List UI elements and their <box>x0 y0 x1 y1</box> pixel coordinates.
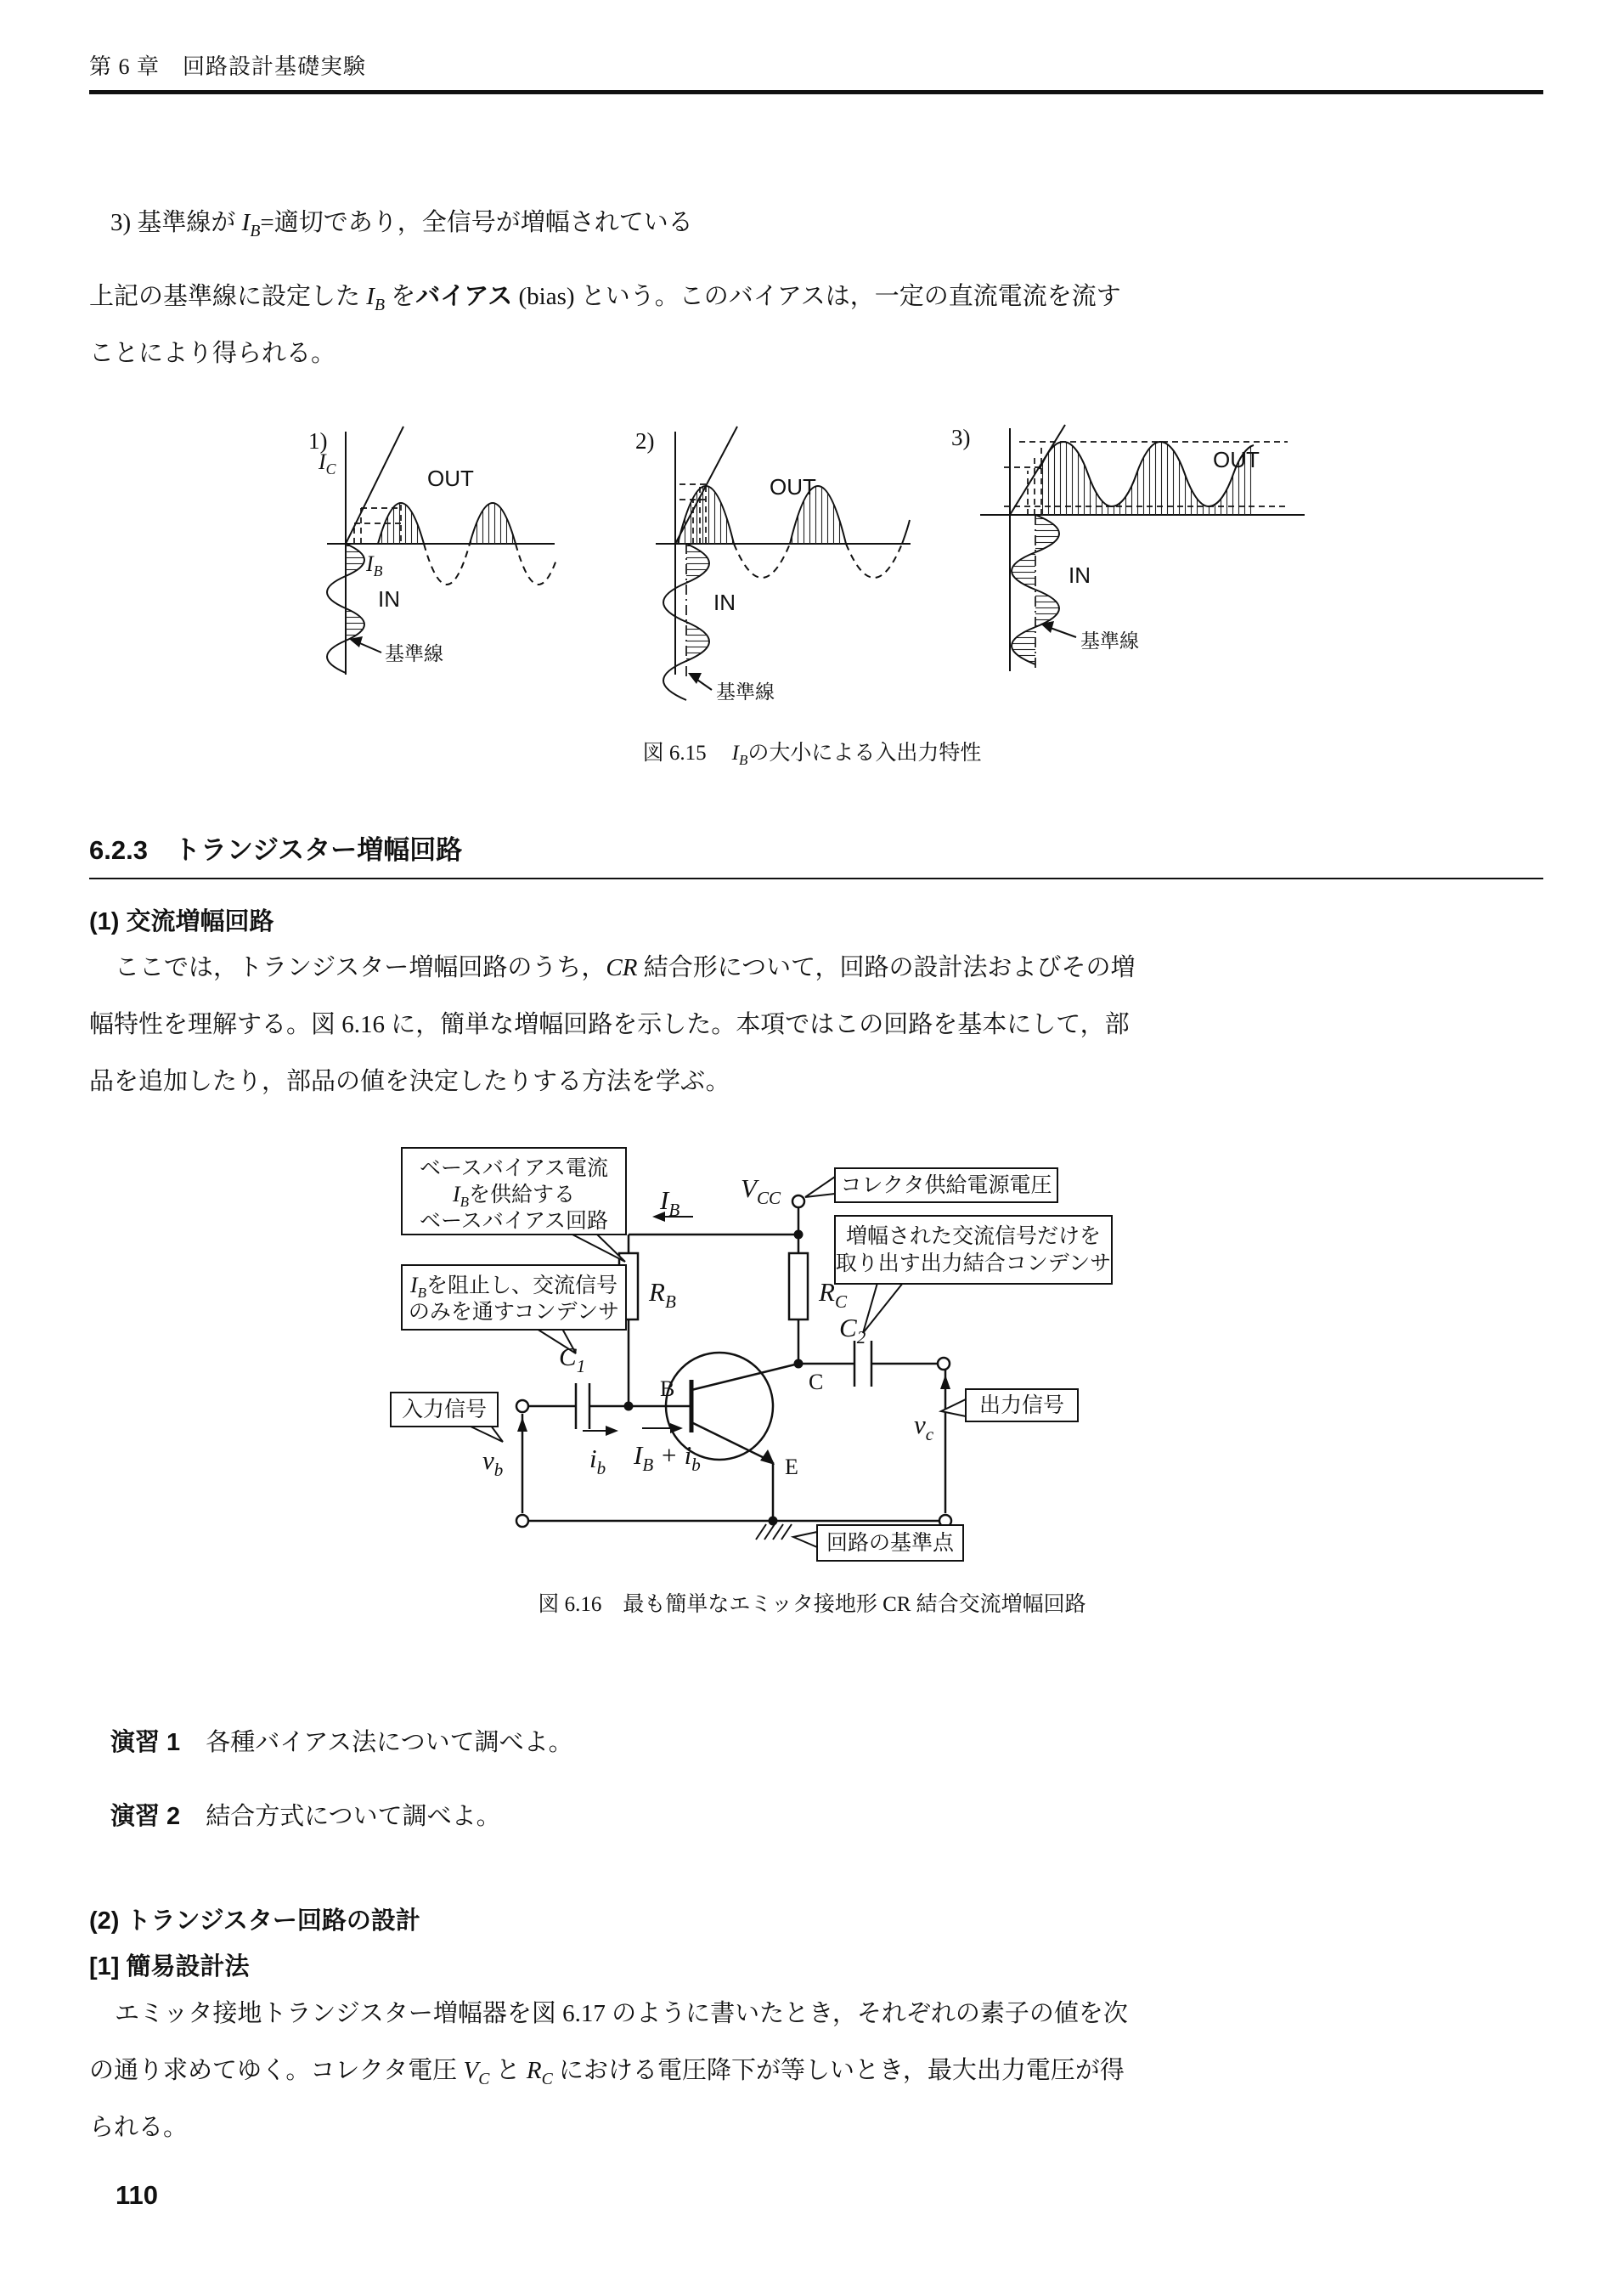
svg-text:回路の基準点: 回路の基準点 <box>826 1531 955 1555</box>
waveform-diagram-3 <box>945 415 1310 708</box>
reference-line-annotation <box>688 673 775 703</box>
exercise-1: 演習 1 各種バイアス法について調べよ。 <box>110 1729 573 1756</box>
svg-text:ベースバイアス電流: ベースバイアス電流 <box>419 1156 609 1180</box>
vb-arrow <box>517 1417 527 1432</box>
c2-label: $C_2$ <box>839 1313 866 1348</box>
junction-base <box>624 1402 634 1411</box>
exercise-1-label: 演習 1 <box>110 1729 181 1756</box>
reference-line-annotation <box>349 636 443 664</box>
figure-615-caption: 図 6.15 $I_B$ の大小による入出力特性 <box>642 742 982 768</box>
callout-vcc-supply <box>805 1168 1057 1202</box>
header-rule <box>89 90 1543 94</box>
input-terminal-top <box>516 1400 528 1412</box>
svg-text:ベースバイアス回路: ベースバイアス回路 <box>419 1209 609 1233</box>
section-rule <box>89 878 1543 879</box>
resistor-rc <box>789 1253 808 1319</box>
paragraph-623-line2: 幅特性を理解する。図 6.16 に，簡単な増幅回路を示した。本項ではこの回路を基本にして，部 <box>89 1011 1130 1038</box>
ground-icon <box>756 1524 792 1540</box>
chapter-title: 第 6 章 回路設計基礎実験 <box>89 54 367 79</box>
in-label: IN <box>378 586 400 612</box>
out-waveform <box>678 486 910 578</box>
simple-design-heading: [1] 簡易設計法 <box>89 1953 250 1980</box>
paragraph-bias-line1: 上記の基準線に設定した $I_B$ をバイアス (bias) という。このバイアスは，一定の直流電流を流す <box>89 283 1121 314</box>
in-waveform <box>663 544 709 700</box>
figure-616-caption: 図 6.16 最も簡単なエミッタ接地形 CR 結合交流増幅回路 <box>538 1593 1086 1616</box>
in-label: IN <box>713 590 736 615</box>
junction-ground <box>769 1517 778 1526</box>
node-e-label: E <box>785 1455 798 1479</box>
ib-sum-label: $I_B + i_b$ <box>634 1440 701 1475</box>
c1-label: $C_1$ <box>559 1342 586 1376</box>
svg-text:取り出す出力結合コンデンサ: 取り出す出力結合コンデンサ <box>835 1252 1112 1275</box>
out-label: OUT <box>1213 447 1260 472</box>
chapter-header <box>89 49 366 81</box>
exercise-2-label: 演習 2 <box>110 1803 181 1830</box>
var-ib: $I_B$ <box>366 283 385 314</box>
waveform-diagram-1 <box>302 418 556 711</box>
var-vc: $V_C$ <box>463 2057 490 2088</box>
design-heading: (2) トランジスター回路の設計 <box>89 1907 420 1935</box>
exercise-2: 演習 2 結合方式について調べよ。 <box>110 1803 501 1830</box>
var-cr: CR <box>606 954 638 981</box>
amplifier-circuit-diagram <box>238 1134 1155 1572</box>
ib-point-label: $I_B$ <box>366 551 383 579</box>
rb-label: $R_B$ <box>649 1277 676 1312</box>
vcc-label: $V_{CC}$ <box>741 1173 781 1208</box>
callout-c1-blocking <box>402 1265 626 1353</box>
output-terminal-top <box>938 1358 950 1370</box>
paragraph-bias-line2: ことにより得られる。 <box>89 340 336 367</box>
design-paragraph-line2: の通り求めてゆく。コレクタ電圧 $V_C$ と $R_C$ における電圧降下が等しいとき，最大出力電圧が得 <box>89 2057 1125 2088</box>
paragraph-623-line1: ここでは，トランジスター増幅回路のうち，CR 結合形について，回路の設計法およびその増 <box>115 954 1136 981</box>
capacitor-c2 <box>854 1341 871 1387</box>
callout-input-signal <box>391 1393 503 1442</box>
design-paragraph-line3: られる。 <box>89 2114 189 2141</box>
page-number: 110 <box>116 2180 159 2210</box>
vc-arrow <box>940 1375 950 1389</box>
callout-ground-reference <box>793 1525 963 1561</box>
junction-vcc <box>794 1230 804 1240</box>
list-item-3: 3) 基準線が $I_B=$適切であり，全信号が増幅されている <box>110 209 693 240</box>
svg-text:入力信号: 入力信号 <box>401 1398 488 1421</box>
out-label: OUT <box>770 474 816 500</box>
reference-line-annotation <box>1040 621 1139 652</box>
in-waveform <box>1012 515 1059 664</box>
bold-term-bias: バイアス <box>415 283 513 310</box>
callout-base-bias <box>402 1148 626 1262</box>
callout-c2-coupling <box>835 1216 1112 1333</box>
ib-sum-arrow <box>642 1423 683 1433</box>
ib-small-label: $i_b$ <box>589 1444 606 1478</box>
svg-text:のみを通すコンデンサ: のみを通すコンデンサ <box>408 1300 620 1324</box>
paragraph-623-line3: 品を追加したり，部品の値を決定したりする方法を学ぶ。 <box>89 1068 730 1095</box>
reference-line-label: 基準線 <box>385 642 443 664</box>
callout-output-signal <box>941 1389 1078 1421</box>
junction-collector <box>794 1359 804 1369</box>
diagram-number: 3) <box>951 425 971 450</box>
ib-small-arrow <box>583 1426 618 1436</box>
vcc-terminal <box>792 1195 804 1207</box>
input-terminal-bottom <box>516 1515 528 1527</box>
var-rc: $R_C$ <box>526 2057 553 2088</box>
svg-text:増幅された交流信号だけを: 増幅された交流信号だけを <box>845 1224 1102 1248</box>
reference-line-label: 基準線 <box>716 681 775 703</box>
var-ib: $I_B$ <box>241 209 261 240</box>
ic-axis-label: $I_C$ <box>319 449 336 477</box>
svg-text:コレクタ供給電源電圧: コレクタ供給電源電圧 <box>840 1173 1052 1197</box>
reference-line-label: 基準線 <box>1080 630 1139 652</box>
section-heading-623: 6.2.3 トランジスター増幅回路 <box>89 835 463 865</box>
diagram-number: 1) <box>308 428 328 454</box>
node-c-label: C <box>809 1370 824 1394</box>
in-label: IN <box>1069 562 1091 588</box>
svg-text:出力信号: 出力信号 <box>978 1393 1065 1417</box>
diagram-number: 2) <box>635 428 655 454</box>
svg-text:IBを供給する: $I_B$を供給する <box>452 1182 576 1210</box>
design-paragraph-line1: エミッタ接地トランジスター増幅器を図 6.17 のように書いたとき，それぞれの素子の値を次 <box>115 2000 1128 2027</box>
waveform-diagram-2 <box>629 418 913 711</box>
var-ib: $I_B$ <box>731 742 748 768</box>
subsection-heading-1: (1) 交流増幅回路 <box>89 908 274 935</box>
rc-label: $R_C$ <box>819 1277 847 1312</box>
ib-top-label: $I_B$ <box>660 1185 680 1220</box>
vb-label: $v_b$ <box>482 1445 504 1480</box>
capacitor-c1 <box>576 1383 589 1429</box>
vc-label: $v_c$ <box>914 1410 934 1444</box>
out-label: OUT <box>427 466 474 491</box>
node-b-label: B <box>660 1376 675 1401</box>
svg-text:IBを阻止し、交流信号: $I_B$を阻止し、交流信号 <box>409 1273 618 1301</box>
